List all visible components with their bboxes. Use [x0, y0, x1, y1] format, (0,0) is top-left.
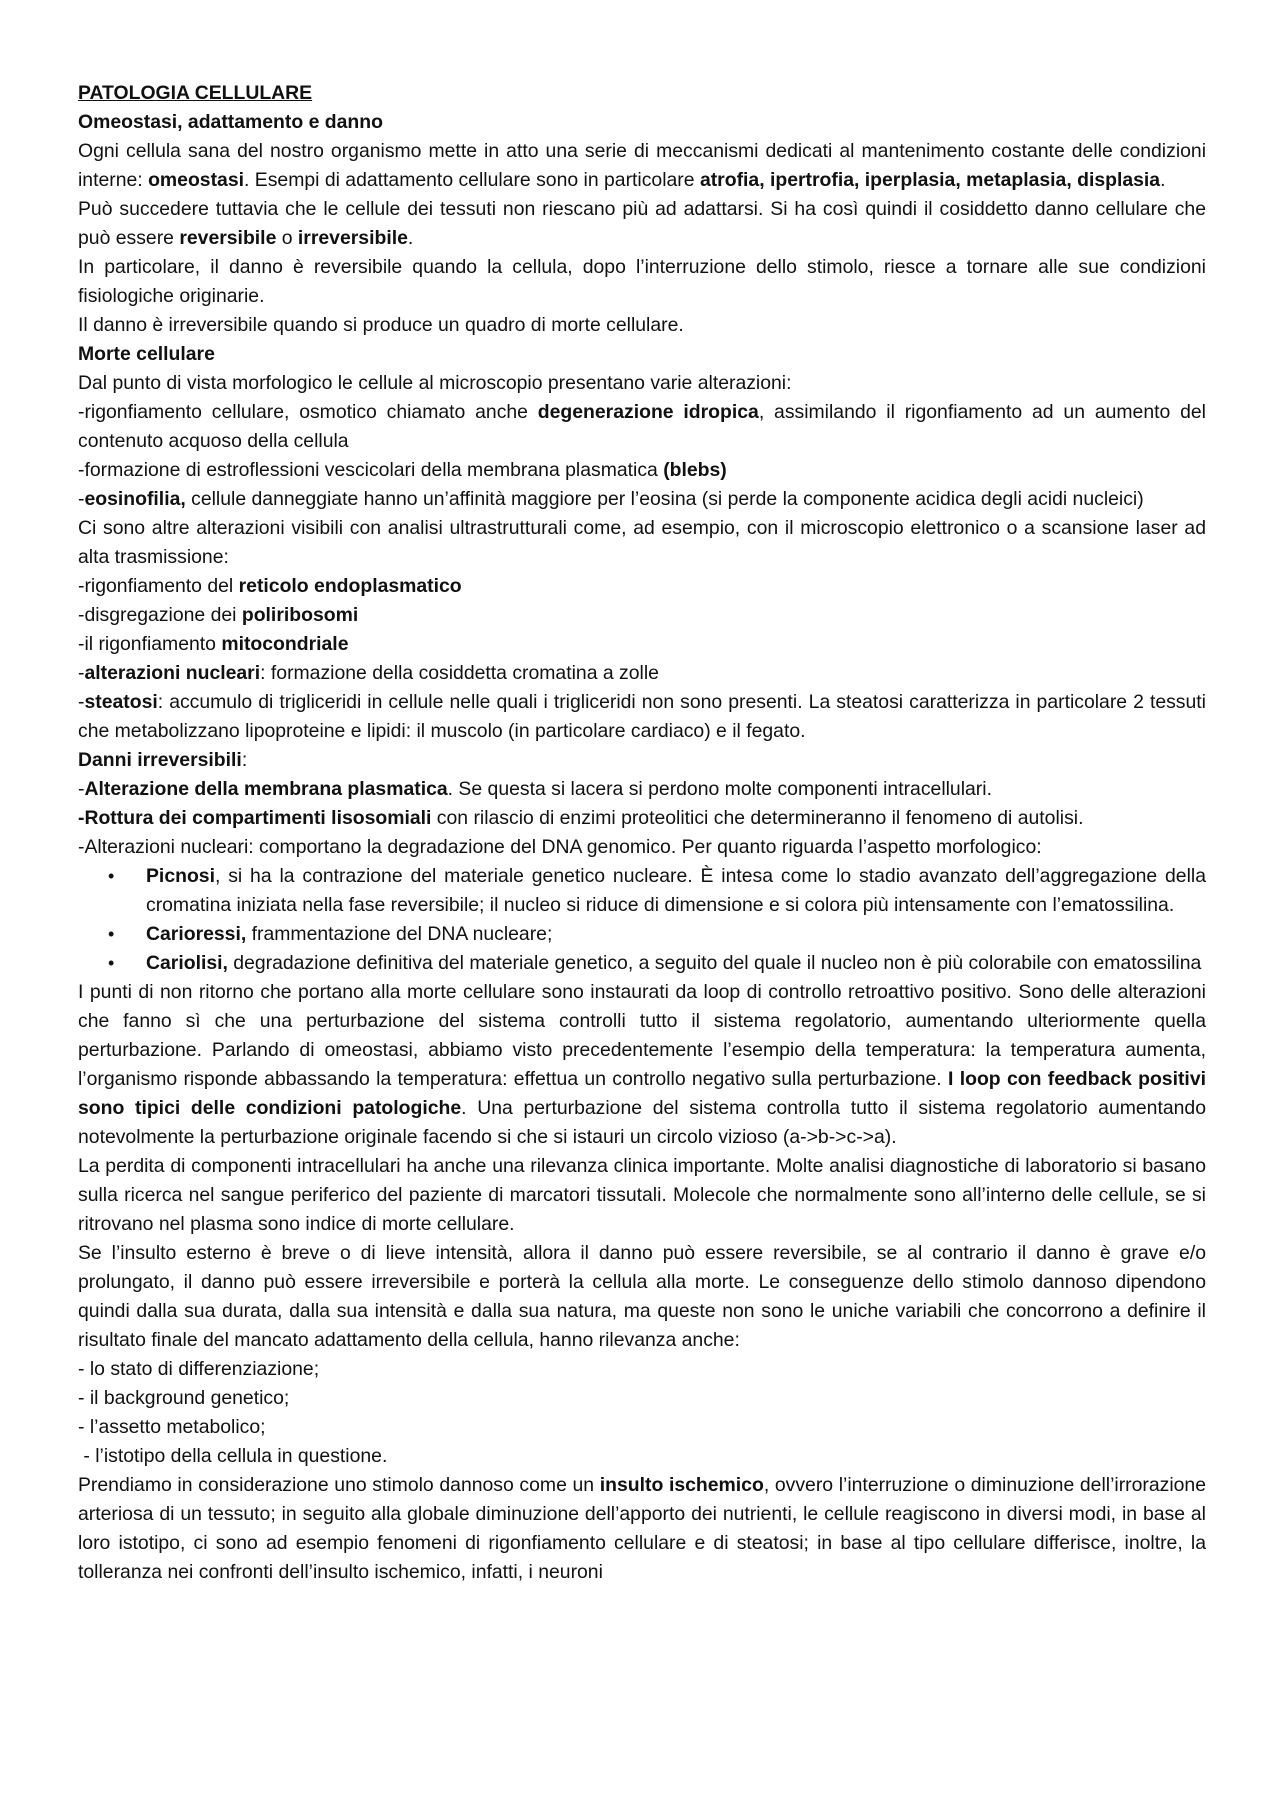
paragraph-danno: Può succedere tuttavia che le cellule dei tessuti non riescano più ad adattarsi. Si ha così quindi il cosiddetto danno cellulare che può essere reversibile o irreversibile. — [78, 198, 1206, 249]
paragraph-rilevanza-clinica: La perdita di componenti intracellulari ha anche una rilevanza clinica importante. Molte analisi diagnostiche di laboratorio si basano sulla ricerca nel sangue periferico del paziente di marcatori tissutali. Molecole che normalmente sono all’interno delle cellule, se si ritrovano nel plasma sono indice di morte cellulare. — [78, 1155, 1206, 1235]
list-item: • Carioressi, frammentazione del DNA nucleare; — [146, 920, 1206, 949]
list-line: -formazione di estroflessioni vescicolari della membrana plasmatica (blebs) — [78, 459, 727, 481]
list-line: -rigonfiamento del reticolo endoplasmatico — [78, 575, 462, 597]
paragraph-morfologia: Dal punto di vista morfologico le cellule al microscopio presentano varie alterazioni: — [78, 372, 792, 394]
list-line: - l’istotipo della cellula in questione. — [78, 1445, 388, 1467]
list-line: - l’assetto metabolico; — [78, 1416, 266, 1438]
list-item: • Cariolisi, degradazione definitiva del materiale genetico, a seguito del quale il nucleo non è più colorabile con ematossilina — [146, 949, 1206, 978]
list-line: -il rigonfiamento mitocondriale — [78, 633, 349, 655]
heading-danni-irreversibili: Danni irreversibili: — [78, 749, 248, 771]
list-item: • Picnosi, si ha la contrazione del materiale genetico nucleare. È intesa come lo stadio avanzato dell’aggregazione della cromatina iniziata nella fase reversibile; il nucleo si riduce di dimensione e si colora più intensamente con l’ematossilina. — [146, 862, 1206, 920]
list-line: - lo stato di differenziazione; — [78, 1358, 320, 1380]
paragraph-reversibile: In particolare, il danno è reversibile quando la cellula, dopo l’interruzione dello stimolo, riesce a tornare alle sue condizioni fisiologiche originarie. — [78, 256, 1206, 307]
list-line: -Rottura dei compartimenti lisosomiali con rilascio di enzimi proteolitici che determineranno il fenomeno di autolisi. — [78, 807, 1084, 829]
list-line: -rigonfiamento cellulare, osmotico chiamato anche degenerazione idropica, assimilando il rigonfiamento ad un aumento del contenuto acquoso della cellula — [78, 401, 1206, 452]
paragraph-insulto: Se l’insulto esterno è breve o di lieve intensità, allora il danno può essere reversibile, se al contrario il danno è grave e/o prolungato, il danno può essere irreversibile e porterà la cellula alla morte. Le conseguenze dello stimolo dannoso dipendono quindi dalla sua durata, dalla sua intensità e dalla sua natura, ma queste non sono le uniche variabili che concorrono a definire il risultato finale del mancato adattamento della cellula, hanno rilevanza anche: — [78, 1242, 1206, 1351]
heading-morte-cellulare: Morte cellulare — [78, 343, 215, 365]
bullet-list — [78, 862, 1206, 978]
list-line: -Alterazioni nucleari: comportano la degradazione del DNA genomico. Per quanto riguarda l’aspetto morfologico: — [78, 836, 1042, 858]
paragraph-ischemia: Prendiamo in considerazione uno stimolo dannoso come un insulto ischemico, ovvero l’interruzione o diminuzione dell’irrorazione arteriosa di un tessuto; in seguito alla globale diminuzione dell’apporto dei nutrienti, le cellule reagiscono in diversi modi, in base al loro istotipo, ci sono ad esempio fenomeni di rigonfiamento cellulare e di steatosi; in base al tipo cellulare differisce, inoltre, la tolleranza nei confronti dell’insulto ischemico, infatti, i neuroni — [78, 1474, 1206, 1583]
list-line: -eosinofilia, cellule danneggiate hanno un’affinità maggiore per l’eosina (si perde la componente acidica degli acidi nucleici) — [78, 488, 1144, 510]
list-line: - il background genetico; — [78, 1387, 290, 1409]
list-line: -alterazioni nucleari: formazione della cosiddetta cromatina a zolle — [78, 662, 659, 684]
heading-omeostasi: Omeostasi, adattamento e danno — [78, 111, 383, 133]
paragraph-irreversibile: Il danno è irreversibile quando si produce un quadro di morte cellulare. — [78, 314, 684, 336]
document-title: PATOLOGIA CELLULARE — [78, 82, 313, 104]
list-line: -disgregazione dei poliribosomi — [78, 604, 359, 626]
document-page — [78, 79, 1206, 1587]
paragraph-ultrastrutturali: Ci sono altre alterazioni visibili con analisi ultrastrutturali come, ad esempio, con il microscopio elettronico o a scansione laser ad alta trasmissione: — [78, 517, 1206, 568]
paragraph-loop: I punti di non ritorno che portano alla morte cellulare sono instaurati da loop di controllo retroattivo positivo. Sono delle alterazioni che fanno sì che una perturbazione del sistema controlli tutto il sistema regolatorio, aumentando ulteriormente quella perturbazione. Parlando di omeostasi, abbiamo visto precedentemente l’esempio della temperatura: la temperatura aumenta, l’organismo risponde abbassando la temperatura: effettua un controllo negativo sulla perturbazione. I loop con feedback positivi sono tipici delle condizioni patologiche. Una perturbazione del sistema controlla tutto il sistema regolatorio aumentando notevolmente la perturbazione originale facendo si che si istauri un circolo vizioso (a->b->c->a). — [78, 981, 1206, 1148]
list-line: -steatosi: accumulo di trigliceridi in cellule nelle quali i trigliceridi non sono presenti. La steatosi caratterizza in particolare 2 tessuti che metabolizzano lipoproteine e lipidi: il muscolo (in particolare cardiaco) e il fegato. — [78, 691, 1206, 742]
paragraph-omeostasi: Ogni cellula sana del nostro organismo mette in atto una serie di meccanismi dedicati al mantenimento costante delle condizioni interne: omeostasi. Esempi di adattamento cellulare sono in particolare atrofia, ipertrofia, iperplasia, metaplasia, displasia. — [78, 140, 1206, 191]
list-line: -Alterazione della membrana plasmatica. Se questa si lacera si perdono molte componenti intracellulari. — [78, 778, 992, 800]
